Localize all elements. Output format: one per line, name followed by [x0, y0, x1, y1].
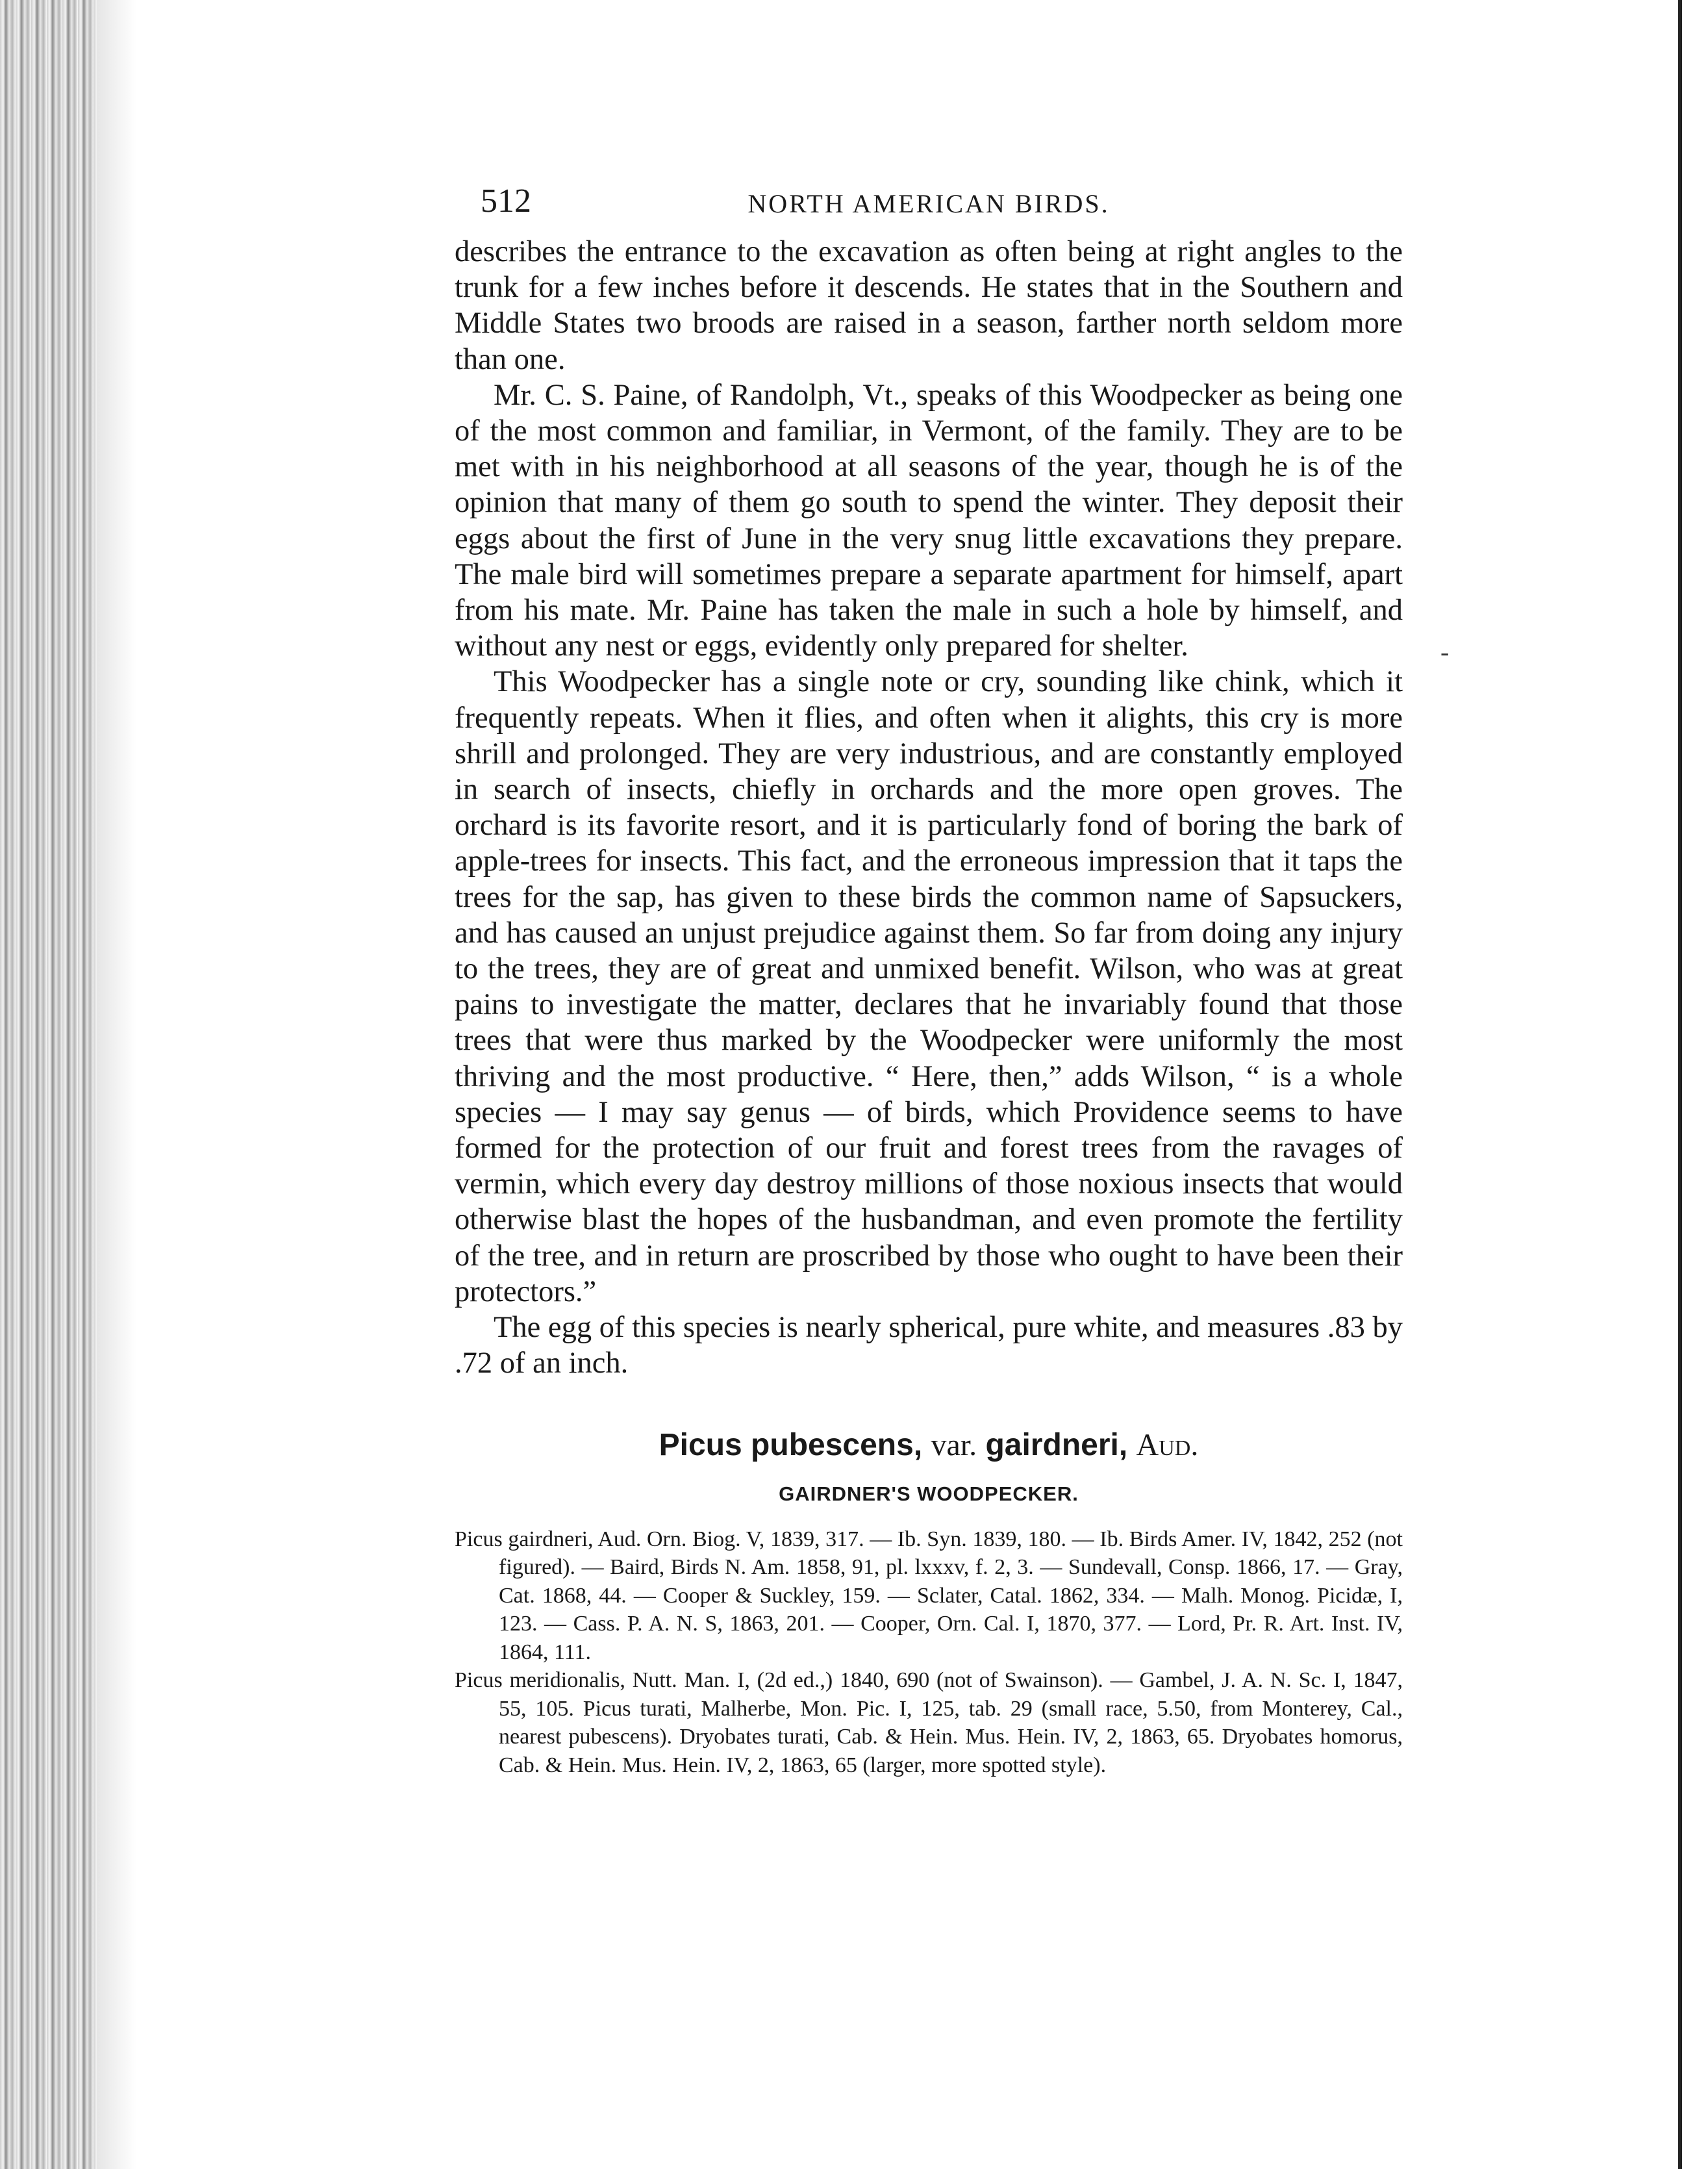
paragraph-note-cry: This Woodpecker has a single note or cry, sounding like chink, which it frequently repeats. When it flies, and often when it alights, this cry is more shrill and prolonged. They are very industrious, and are constantly employed in search of insects, chiefly in orchards and the more open groves. The orchard is its favorite resort, and it is particularly fond of boring the bark of apple-trees for insects. This fact, and the erroneous impression that it taps the trees for the sap, has given to these birds the common name of Sapsuckers, and has caused an unjust prejudice against them. So far from doing any injury to the trees, they are of great and unmixed benefit. Wilson, who was at great pains to investigate the matter, declares that he invariably found that those trees that were thus marked by the Woodpecker were uniformly the most thriving and the most productive. “ Here, then,” adds Wilson, “ is a whole species — I may say genus — of birds, which Providence seems to have formed for the protection of our fruit and forest trees from the ravages of vermin, which every day destroy millions of those noxious insects that would otherwise blast the hopes of the husbandman, and even promote the fertility of the tree, and in return are proscribed by those who ought to have been their protectors.”: [455, 665, 1403, 1308]
running-head: [455, 182, 1403, 234]
paragraph-continued: describes the entrance to the excavation as often being at right angles to the trunk for a few inches before it descends. He states that in the Southern and Middle States two broods are raised in a season, farther north seldom more than one.: [455, 235, 1403, 376]
book-page: [455, 182, 1403, 1779]
book-binding-edge: [0, 0, 97, 2169]
synonymy-entry-gairdneri: Picus gairdneri, Aud. Orn. Biog. V, 1839, 317. — Ib. Syn. 1839, 180. — Ib. Birds Amer. IV, 1842, 252 (not figured). — Baird, Birds N. Am. 1858, 91, pl. lxxxv, f. 2, 3. — Sundevall, Consp. 1866, 17. — Gray, Cat. 1868, 44. — Cooper & Suckley, 159. — Sclater, Catal. 1862, 334. — Malh. Monog. Picidæ, I, 123. — Cass. P. A. N. S, 1863, 201. — Cooper, Orn. Cal. I, 1870, 377. — Lord, Pr. R. Art. Inst. IV, 1864, 111.: [455, 1527, 1403, 1664]
species-name: Picus pubescens,: [659, 1427, 923, 1462]
variety-name: gairdneri,: [985, 1427, 1128, 1462]
right-page-edge: [1678, 0, 1708, 2169]
species-heading: [455, 1427, 1403, 1463]
running-title: NORTH AMERICAN BIRDS.: [747, 189, 1110, 218]
synonymy-entry-meridionalis: Picus meridionalis, Nutt. Man. I, (2d ed.,) 1840, 690 (not of Swainson). — Gambel, J. A. N. Sc. I, 1847, 55, 105. Picus turati, Malherbe, Mon. Pic. I, 125, tab. 29 (small race, 5.50, from Monterey, Cal., nearest pubescens). Dryobates turati, Cab. & Hein. Mus. Hein. IV, 2, 1863, 65. Dryobates homorus, Cab. & Hein. Mus. Hein. IV, 2, 1863, 65 (larger, more spotted style).: [455, 1668, 1403, 1777]
paragraph-paine: Mr. C. S. Paine, of Randolph, Vt., speaks of this Woodpecker as being one of the most common and familiar, in Vermont, of the family. They are to be met with in his neighborhood at all seasons of the year, though he is of the opinion that many of them go south to spend the winter. They deposit their eggs about the first of June in the very snug little excavations they prepare. The male bird will sometimes prepare a separate apartment for himself, apart from his mate. Mr. Paine has taken the male in such a hole by himself, and without any nest or eggs, evidently only prepared for shelter.: [455, 378, 1403, 663]
common-name: GAIRDNER'S WOODPECKER.: [779, 1482, 1079, 1505]
synonymy-block: [455, 1525, 1403, 1780]
margin-mark: -: [1440, 637, 1450, 666]
binding-shadow: [97, 0, 136, 2169]
page-number: 512: [481, 183, 531, 220]
body-text: [455, 234, 1403, 1382]
variety-label: var.: [931, 1427, 977, 1462]
paragraph-egg: The egg of this species is nearly spherical, pure white, and measures .83 by .72 of an inch.: [455, 1311, 1403, 1380]
species-author: Aud.: [1136, 1427, 1199, 1462]
